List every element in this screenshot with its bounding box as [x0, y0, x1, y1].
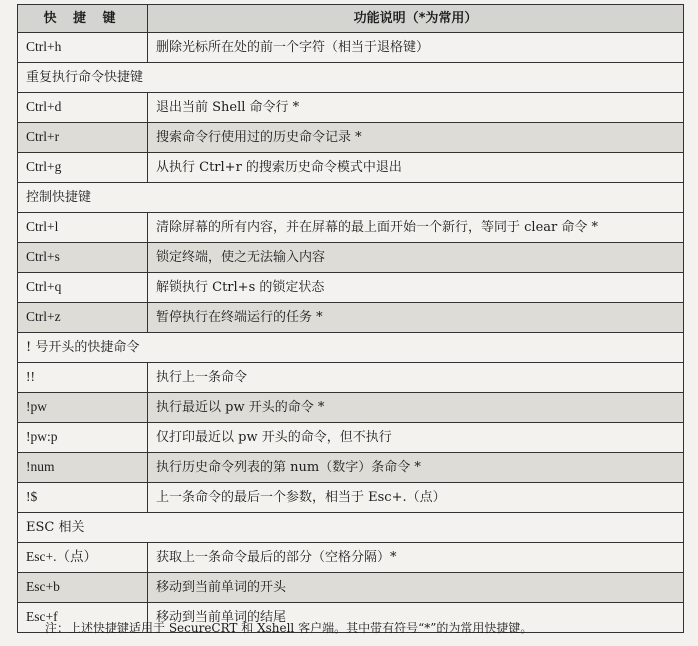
- table-row: [18, 303, 684, 333]
- shortcut-description: 暂停执行在终端运行的任务 *: [148, 303, 684, 333]
- shortcut-description: 仅打印最近以 pw 开头的命令，但不执行: [148, 423, 684, 453]
- shortcut-description: 搜索命令行使用过的历史命令记录 *: [148, 123, 684, 153]
- shortcut-description: 删除光标所在处的前一个字符（相当于退格键）: [148, 33, 684, 63]
- table-row: [18, 273, 684, 303]
- section-label: 控制快捷键: [18, 183, 684, 213]
- shortcut-description: 获取上一条命令最后的部分（空格分隔）*: [148, 543, 684, 573]
- shortcut-key: Ctrl+l: [18, 213, 148, 243]
- shortcut-description: 清除屏幕的所有内容，并在屏幕的最上面开始一个新行，等同于 clear 命令 *: [148, 213, 684, 243]
- shortcut-key: !pw:p: [18, 423, 148, 453]
- table-row: [18, 453, 684, 483]
- table-row: [18, 573, 684, 603]
- section-row: [18, 183, 684, 213]
- shortcut-description: 执行上一条命令: [148, 363, 684, 393]
- shortcut-description: 锁定终端，使之无法输入内容: [148, 243, 684, 273]
- shortcut-key: Ctrl+h: [18, 33, 148, 63]
- shortcut-key: Ctrl+g: [18, 153, 148, 183]
- shortcut-key: Ctrl+d: [18, 93, 148, 123]
- section-label: ESC 相关: [18, 513, 684, 543]
- section-label: 重复执行命令快捷键: [18, 63, 684, 93]
- table-row: [18, 363, 684, 393]
- shortcut-description: 执行最近以 pw 开头的命令 *: [148, 393, 684, 423]
- shortcut-key: !num: [18, 453, 148, 483]
- shortcut-key: Esc+.（点）: [18, 543, 148, 573]
- table-row: [18, 123, 684, 153]
- shortcut-description: 执行历史命令列表的第 num（数字）条命令 *: [148, 453, 684, 483]
- table-row: [18, 423, 684, 453]
- shortcut-key: Ctrl+q: [18, 273, 148, 303]
- shortcut-key: !!: [18, 363, 148, 393]
- shortcut-key: Esc+b: [18, 573, 148, 603]
- shortcut-key: Ctrl+z: [18, 303, 148, 333]
- table-row: [18, 153, 684, 183]
- section-row: [18, 63, 684, 93]
- table-row: [18, 213, 684, 243]
- table-header-row: [18, 5, 684, 33]
- table-row: [18, 93, 684, 123]
- shortcut-description: 移动到当前单词的结尾: [148, 603, 684, 633]
- shortcut-description: 退出当前 Shell 命令行 *: [148, 93, 684, 123]
- table-row: [18, 33, 684, 63]
- shortcut-table: [17, 4, 684, 633]
- shortcut-description: 移动到当前单词的开头: [148, 573, 684, 603]
- shortcut-description: 上一条命令的最后一个参数，相当于 Esc+.（点）: [148, 483, 684, 513]
- shortcut-description: 解锁执行 Ctrl+s 的锁定状态: [148, 273, 684, 303]
- table-body: [18, 33, 684, 633]
- table-row: [18, 243, 684, 273]
- shortcut-key: !pw: [18, 393, 148, 423]
- section-label: ! 号开头的快捷命令: [18, 333, 684, 363]
- shortcut-key: Ctrl+r: [18, 123, 148, 153]
- shortcut-key: Ctrl+s: [18, 243, 148, 273]
- section-row: [18, 333, 684, 363]
- shortcut-key: !$: [18, 483, 148, 513]
- shortcut-key: Esc+f: [18, 603, 148, 633]
- table-row: [18, 393, 684, 423]
- section-row: [18, 513, 684, 543]
- table-row: [18, 483, 684, 513]
- table-row: [18, 543, 684, 573]
- footnote: 注：上述快捷键适用于 SecureCRT 和 Xshell 客户端。其中带有符号“*”的为常用快捷键。: [45, 621, 533, 635]
- header-description: 功能说明（*为常用）: [148, 5, 684, 33]
- shortcut-description: 从执行 Ctrl+r 的搜索历史命令模式中退出: [148, 153, 684, 183]
- header-shortcut: 快 捷 键: [18, 5, 148, 33]
